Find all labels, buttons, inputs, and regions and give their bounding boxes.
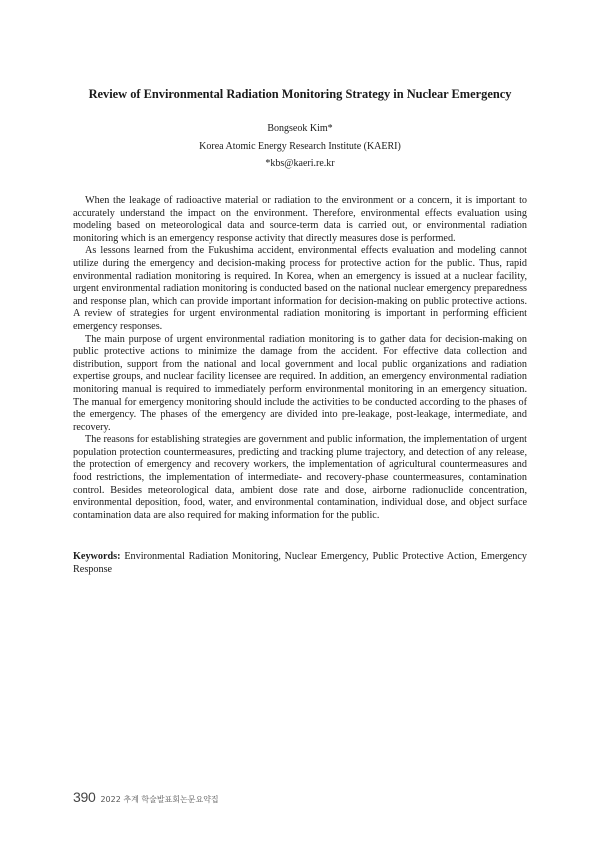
- keywords-label: Keywords:: [73, 551, 121, 562]
- keywords-list: Environmental Radiation Monitoring, Nuclear Emergency, Public Protective Action, Emergency Response: [73, 551, 528, 575]
- abstract-body: [73, 195, 527, 522]
- abstract-paragraph: As lessons learned from the Fukushima accident, environmental effects evaluation and modeling cannot utilize during the emergency and decision-making process for protective action for the public. Thus, rapid environmental radiation monitoring is required. In Korea, when an emergency is issued at a nuclear facility, urgent environmental radiation monitoring is conducted based on the national nuclear emergency preparedness and response plan, which can provide important information for decision-making on public protective actions. A review of strategies for urgent environmental radiation monitoring is important in performing efficient emergency responses.: [73, 245, 527, 332]
- author-name: Bongseok Kim*: [267, 123, 333, 134]
- abstract-paragraph: When the leakage of radioactive material or radiation to the environment or a concern, it is important to accurately understand the impact on the environment. Therefore, environmental effects evaluation using modeling based on meteorological data and source-term data is carried out, or environmental radiation monitoring which is an emergency response activity that directly measures dose is performed.: [73, 195, 527, 244]
- abstract-paragraph: The main purpose of urgent environmental radiation monitoring is to gather data for decision-making on public protective actions to minimize the damage from the accident. For effective data collection and distribution, support from the national and local government and local public organizations and radiation expertise groups, and nuclear facility licensee are required. In addition, an emergency environmental radiation monitoring manual is required to immediately perform environmental monitoring in an emergency situation. The manual for emergency monitoring should include the activities to be conducted according to the phases of the emergency. The phases of the emergency are divided into pre-leakage, post-leakage, intermediate, and recovery.: [73, 333, 527, 433]
- author-email: *kbs@kaeri.re.kr: [265, 158, 335, 169]
- keywords-section: [73, 551, 527, 576]
- paper-title: Review of Environmental Radiation Monitoring Strategy in Nuclear Emergency: [88, 87, 512, 101]
- page-number: 390: [73, 789, 96, 805]
- author-affiliation: Korea Atomic Energy Research Institute (KAERI): [199, 141, 401, 152]
- proceedings-title: 2022 추계 학술발표회논문요약집: [100, 795, 219, 804]
- page-footer: [73, 789, 219, 805]
- abstract-paragraph: The reasons for establishing strategies are government and public information, the implementation of urgent population protection countermeasures, predicting and tracking plume trajectory, and detection of any release, the protection of emergency and recovery workers, the implementation of agricultural countermeasures and food restrictions, the implementation of intermediate- and recovery-phase countermeasures, contamination control. Besides meteorological data, ambient dose rate and dose, airborne radionuclide concentration, environmental deposition, food, water, and environmental contamination, individual dose, and object surface contamination data are also required for making information for the public.: [73, 434, 527, 521]
